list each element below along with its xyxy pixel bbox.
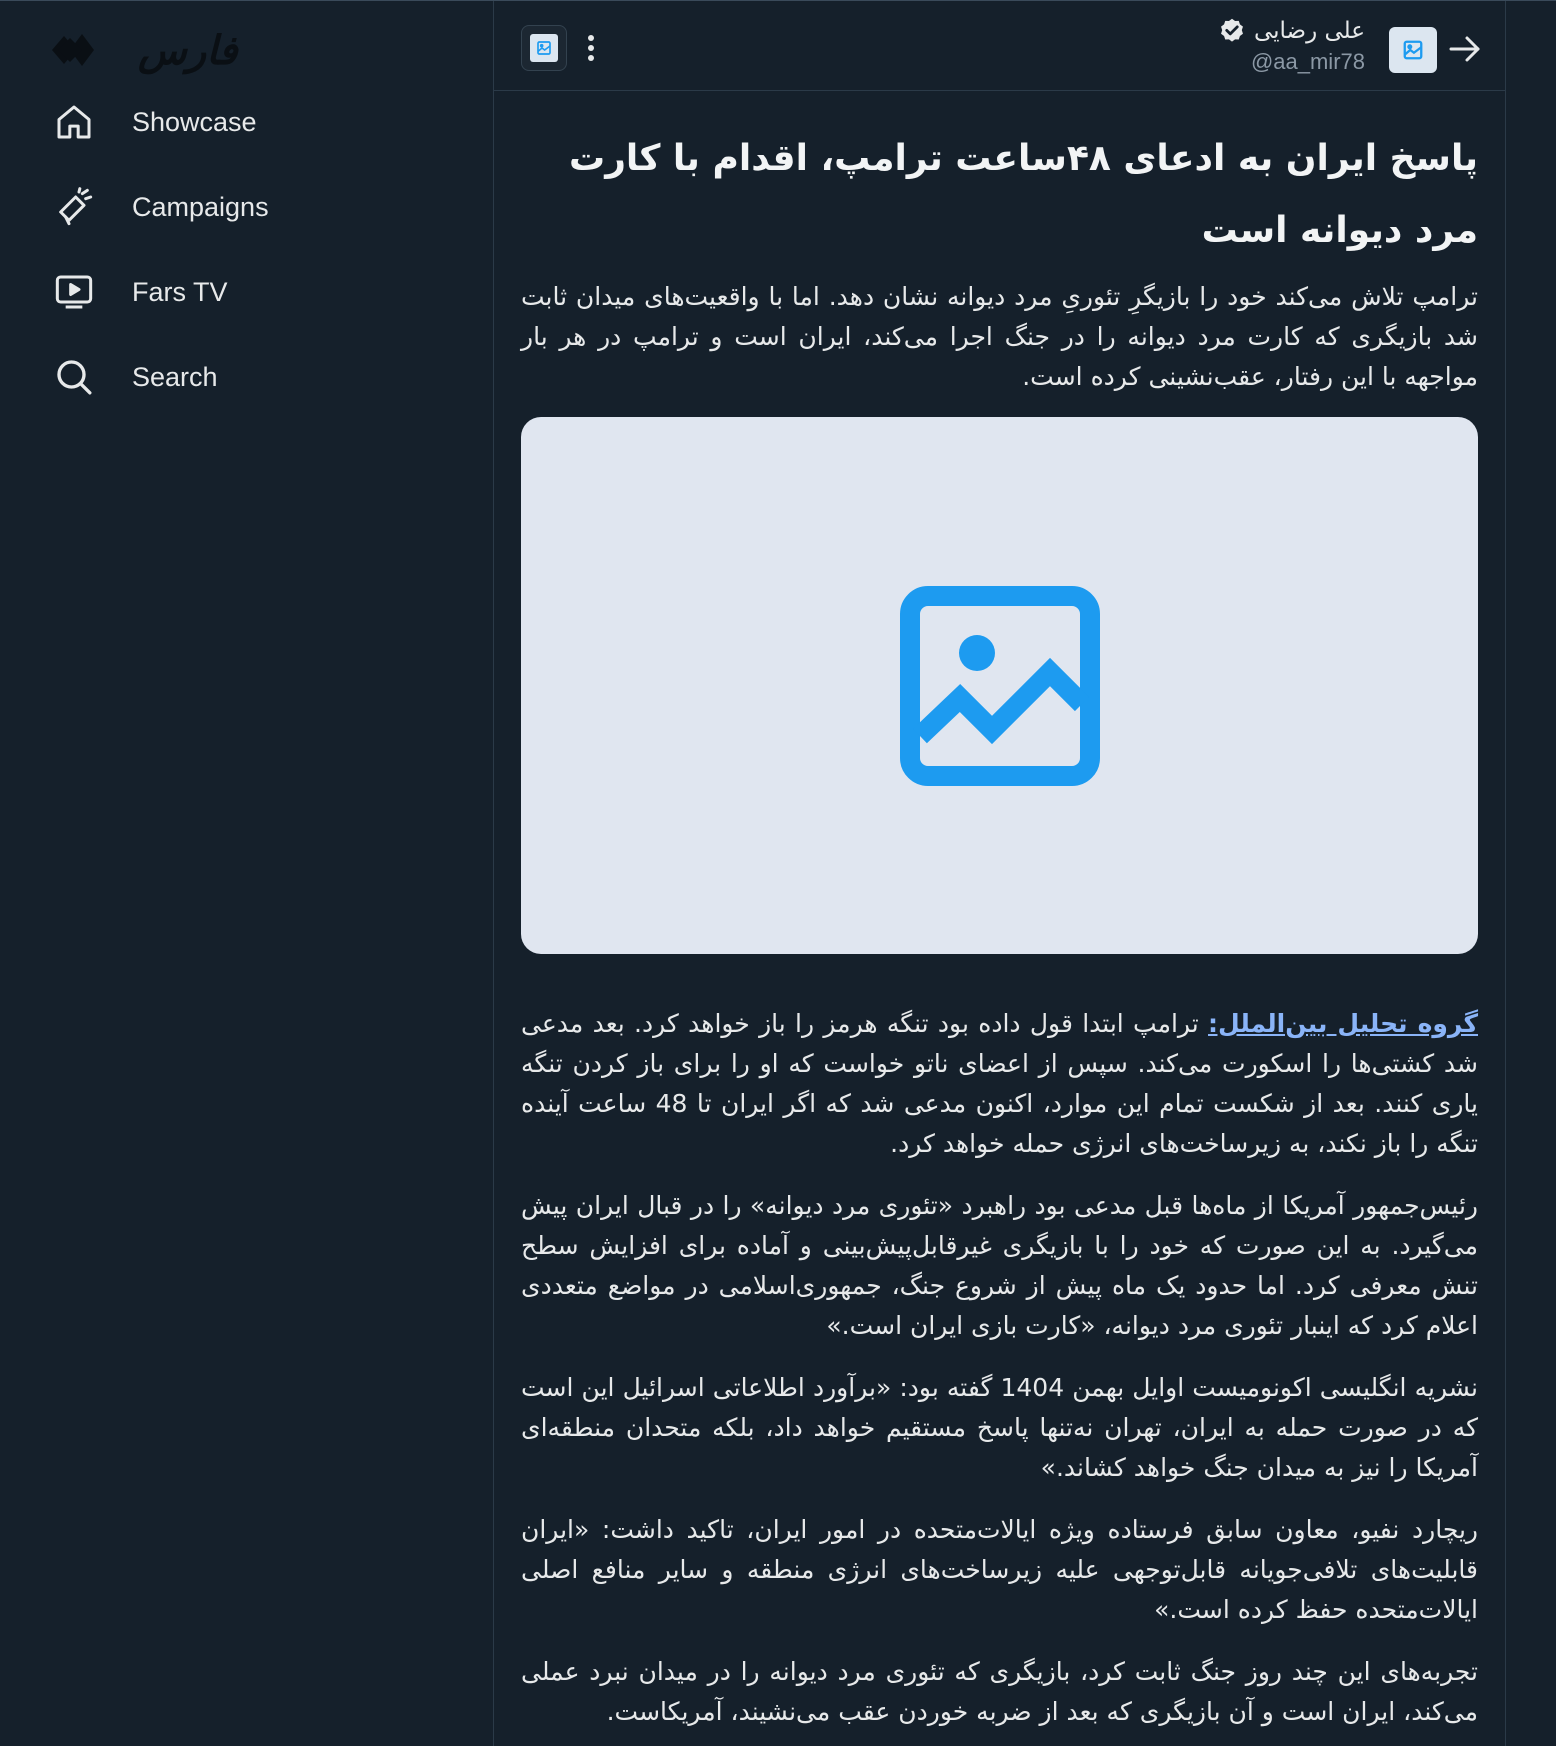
- sidebar-item-fars-tv[interactable]: [50, 268, 269, 316]
- thumbnail-button[interactable]: [521, 25, 567, 71]
- sidebar-item-search[interactable]: [50, 353, 269, 401]
- article-paragraph: [521, 1004, 1478, 1164]
- logo-mark-icon: [48, 28, 104, 72]
- sidebar-item-showcase[interactable]: [50, 98, 269, 146]
- article-paragraph: تجربه‌های این چند روز جنگ ثابت کرد، بازیگری که تئوری مرد دیوانه را در میدان نبرد عملی می‌کند، ایران است و آن بازیگری که بعد از ضربه خوردن عقب می‌نشیند، آمریکاست.: [521, 1657, 1478, 1726]
- author-handle: @aa_mir78: [1250, 49, 1365, 74]
- search-icon: [50, 353, 98, 401]
- avatar[interactable]: [1389, 27, 1437, 73]
- section-link[interactable]: گروه تحلیل بین‌الملل:: [1208, 1009, 1479, 1038]
- article-body: [521, 131, 1478, 1732]
- image-thumbnail-icon: [530, 34, 558, 62]
- sidebar: [0, 0, 493, 1746]
- header-actions: [521, 25, 601, 71]
- back-arrow-icon[interactable]: [1445, 29, 1485, 69]
- avatar-image-icon: [1402, 39, 1424, 61]
- author-info[interactable]: [1218, 17, 1365, 75]
- sidebar-item-label: Campaigns: [132, 191, 269, 222]
- author-name-row: [1218, 17, 1365, 45]
- logo-text: فارس: [138, 27, 238, 74]
- article-paragraph: نشریه انگلیسی اکونومیست اوایل بهمن 1404 گفته بود: «برآورد اطلاعاتی اسرائیل این است که در صورت حمله به ایران، تهران نه‌تنها پاسخ مستقیم خواهد داد، بلکه متحدان منطقه‌ای آمریکا را نیز به میدان جنگ خواهد کشاند.»: [521, 1373, 1479, 1482]
- verified-badge-icon: [1218, 17, 1246, 45]
- article-lead: ترامپ تلاش می‌کند خود را بازیگرِ تئوریِ مرد دیوانه نشان دهد. اما با واقعیت‌های میدان ثابت شد بازیگری که کارت مرد دیوانه را در جنگ اجرا می‌کند، ایران است و ترامپ در هر بار مواجهه با این رفتار، عقب‌نشینی کرده است.: [521, 282, 1478, 391]
- megaphone-icon: [50, 183, 98, 231]
- post-header: [494, 1, 1505, 91]
- sidebar-item-label: Search: [132, 361, 218, 392]
- tv-play-icon: [50, 268, 98, 316]
- brand-logo[interactable]: [48, 26, 238, 76]
- sidebar-item-label: Fars TV: [132, 276, 228, 307]
- sidebar-item-label: Showcase: [132, 106, 257, 137]
- author-name: علی رضایی: [1253, 18, 1365, 44]
- article-image-placeholder[interactable]: [521, 417, 1478, 954]
- article-paragraph: ریچارد نفیو، معاون سابق فرستاده ویژه ایالات‌متحده در امور ایران، تاکید داشت: «ایران قابلیت‌های تلافی‌جویانه قابل‌توجهی علیه زیرساخت‌های انرژی منطقه و سایر منافع اصلی ایالات‌متحده حفظ کرده است.»: [521, 1515, 1478, 1624]
- sidebar-nav: [50, 98, 269, 438]
- paragraph-text: ترامپ ابتدا قول داده بود تنگه هرمز را باز خواهد کرد. بعد مدعی شد کشتی‌ها را اسکورت می‌کند. سپس از اعضای ناتو خواست که او را برای باز کردن تنگه یاری کنند. بعد از شکست تمام این موارد، اکنون مدعی شد که اگر ایران تا 48 ساعت آینده تنگه را باز نکند، به زیرساخت‌های انرژی حمله خواهد کرد.: [521, 1009, 1478, 1158]
- more-options-icon[interactable]: [581, 25, 601, 71]
- article-paragraph: رئیس‌جمهور آمریکا از ماه‌ها قبل مدعی بود راهبرد «تئوری مرد دیوانه» را در قبال ایران پیش می‌گیرد. به این صورت که خود را با بازیگری غیرقابل‌پیش‌بینی و آماده برای افزایش سطح تنش معرفی کرد. اما حدود یک ماه پیش از شروع جنگ، جمهوری‌اسلامی در مواضع متعددی اعلام کرد که اینبار تئوری مرد دیوانه، «کارت بازی ایران است.»: [521, 1191, 1478, 1340]
- home-icon: [50, 98, 98, 146]
- image-placeholder-icon: [900, 586, 1100, 786]
- main-column: [493, 1, 1506, 1746]
- sidebar-item-campaigns[interactable]: [50, 183, 269, 231]
- article-title: پاسخ ایران به ادعای ۴۸ساعت ترامپ، اقدام با کارت مرد دیوانه است: [569, 138, 1478, 251]
